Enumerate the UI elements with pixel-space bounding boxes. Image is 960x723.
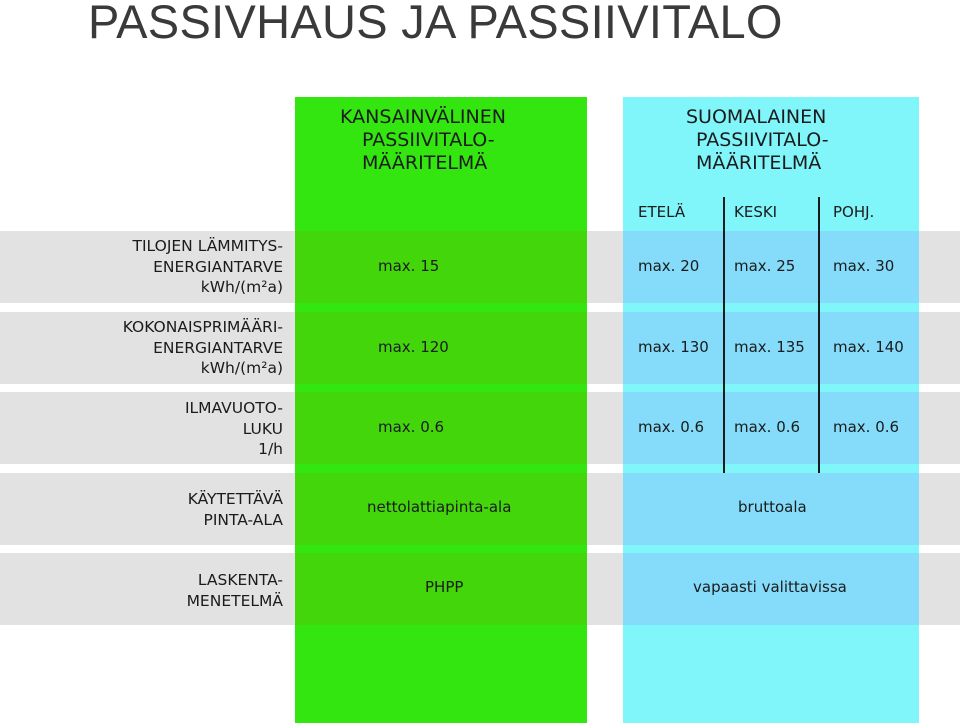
region-divider — [818, 197, 820, 473]
international-heading — [340, 106, 506, 175]
finnish-heading-line: SUOMALAINEN — [686, 106, 827, 128]
row-label-line: kWh/(m²a) — [200, 359, 283, 377]
finnish-heading — [686, 106, 829, 175]
international-heading-line: KANSAINVÄLINEN — [340, 106, 506, 128]
international-value: max. 15 — [378, 257, 440, 275]
finnish-value-etela: max. 130 — [638, 338, 709, 356]
row-label-primary-energy — [123, 317, 283, 379]
row-label-line: PINTA-ALA — [203, 510, 283, 529]
row-label-line: TILOJEN LÄMMITYS- — [132, 237, 283, 255]
row-label-line: KOKONAISPRIMÄÄRI- — [122, 318, 283, 336]
international-value: max. 120 — [378, 338, 449, 356]
finnish-value-etela: max. 20 — [638, 257, 700, 275]
row-label-calculation-method — [187, 570, 283, 611]
international-value: PHPP — [425, 578, 464, 596]
row-label-usable-area — [188, 489, 283, 530]
finnish-value-combined: vapaasti valittavissa — [693, 578, 847, 596]
international-value: max. 0.6 — [378, 418, 445, 436]
row-label-air-leakage — [185, 398, 283, 460]
finnish-value-pohj: max. 140 — [833, 338, 904, 356]
finnish-value-combined: bruttoala — [738, 498, 807, 516]
finnish-value-keski: max. 25 — [734, 257, 796, 275]
row-label-line: ENERGIANTARVE — [153, 257, 283, 276]
finnish-heading-line: PASSIIVITALO- — [696, 129, 829, 151]
international-value: nettolattiapinta-ala — [367, 498, 512, 516]
finnish-heading-line: MÄÄRITELMÄ — [696, 152, 822, 174]
row-label-line: 1/h — [258, 440, 283, 458]
row-label-line: LASKENTA- — [197, 571, 283, 589]
region-pohj: POHJ. — [833, 203, 875, 221]
row-label-line: ILMAVUOTO- — [184, 399, 283, 417]
row-label-line: KÄYTETTÄVÄ — [187, 490, 283, 508]
international-row-band-1 — [295, 231, 587, 303]
region-etela: ETELÄ — [638, 203, 686, 221]
finnish-value-keski: max. 0.6 — [734, 418, 801, 436]
row-label-line: ENERGIANTARVE — [153, 338, 283, 357]
row-label-line: MENETELMÄ — [186, 591, 283, 610]
finnish-value-keski: max. 135 — [734, 338, 805, 356]
row-label-heating-demand — [133, 236, 284, 298]
finnish-value-pohj: max. 30 — [833, 257, 895, 275]
finnish-value-etela: max. 0.6 — [638, 418, 705, 436]
international-heading-line: MÄÄRITELMÄ — [362, 152, 488, 174]
finnish-value-pohj: max. 0.6 — [833, 418, 900, 436]
row-label-line: kWh/(m²a) — [200, 278, 283, 296]
international-heading-line: PASSIIVITALO- — [362, 129, 495, 151]
region-keski: KESKI — [734, 203, 778, 221]
page-title: PASSIVHAUS JA PASSIIVITALO — [88, 0, 783, 48]
row-label-line: LUKU — [242, 419, 283, 438]
region-divider — [723, 197, 725, 473]
